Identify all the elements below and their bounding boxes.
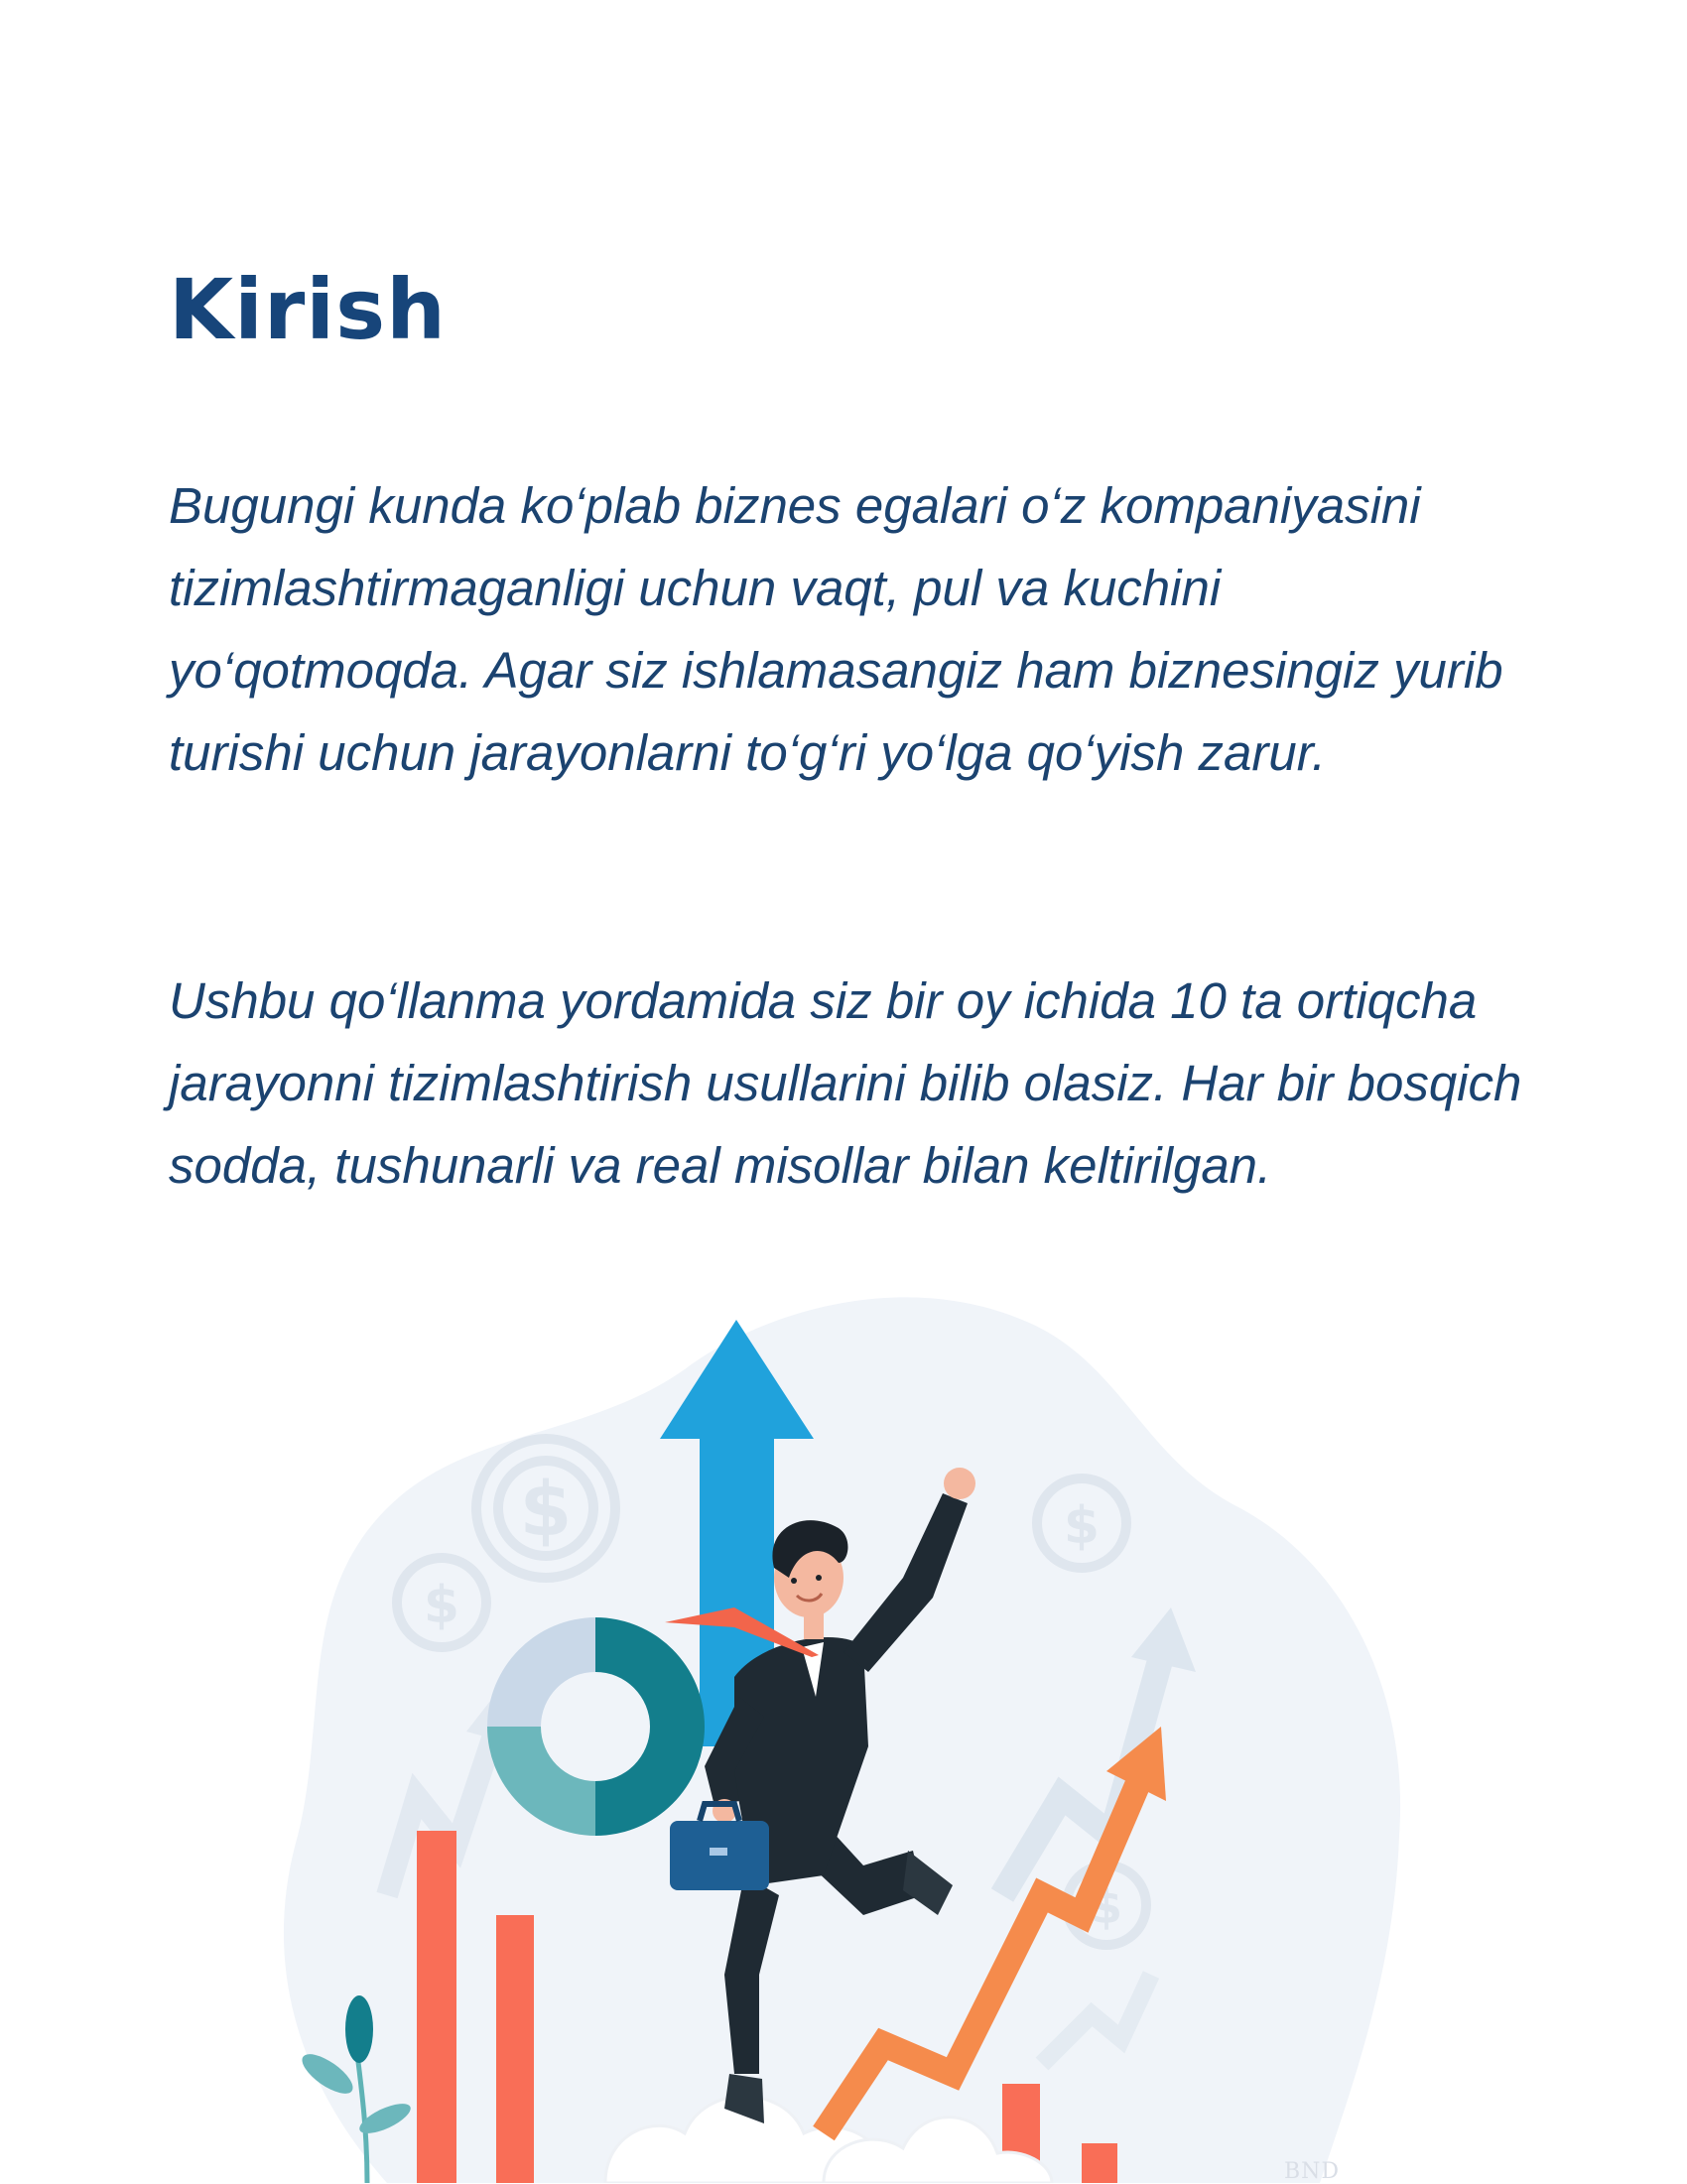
red-bar [1082, 2143, 1117, 2183]
page-title: Kirish [169, 261, 447, 358]
watermark-text: BND [1284, 2159, 1341, 2184]
intro-paragraph-1: Bugungi kunda ko‘plab biznes egalari o‘z kompaniyasini tizimlashtirmaganligi uchun vaqt, pul va kuchini yo‘qotmoqda. Agar siz ishlamasangiz ham biznesingiz yurib turishi uchun jarayonlarni to‘g‘ri yo‘lga qo‘yish zarur. [169, 477, 1503, 781]
dollar-icon: $ [1090, 1880, 1123, 1934]
dollar-icon: $ [423, 1576, 460, 1635]
intro-paragraph-2: Ushbu qo‘llanma yordamida siz bir oy ichida 10 ta ortiqcha jarayonni tizimlashtirish usullarini bilib olasiz. Har bir bosqich sodda, tushunarli va real misollar bilan keltirilgan. [169, 972, 1522, 1194]
dollar-icon: $ [1063, 1496, 1101, 1556]
business-growth-illustration [268, 1280, 1419, 2183]
red-bar [496, 1915, 534, 2183]
dollar-icon: $ [519, 1465, 573, 1553]
red-bar [417, 1831, 456, 2183]
